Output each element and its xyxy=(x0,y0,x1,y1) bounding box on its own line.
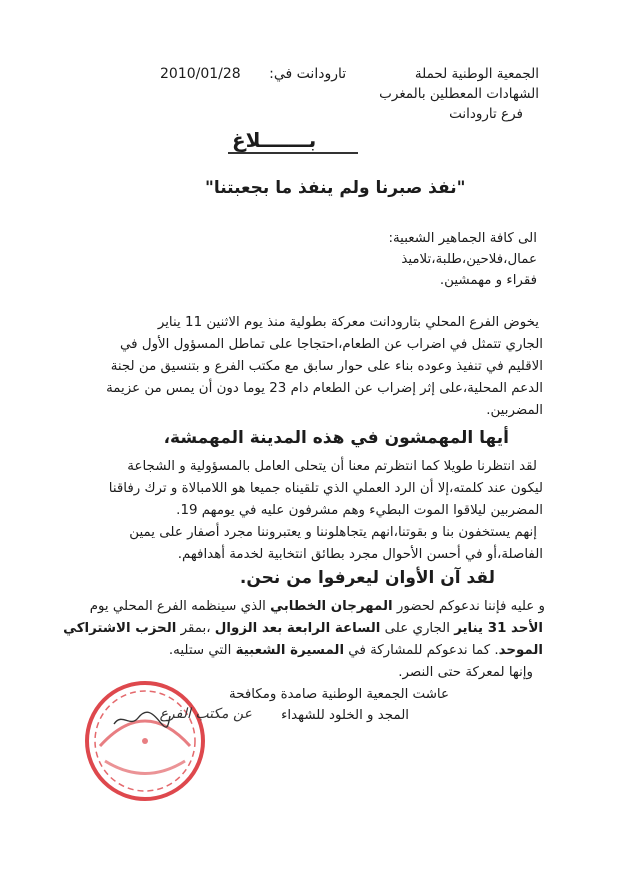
addressee-line3: فقراء و مهمشين. xyxy=(439,273,537,288)
p3-event-name: المهرجان الخطابي xyxy=(270,599,393,614)
official-stamp xyxy=(80,676,210,806)
document-title: بـــــــلاغ xyxy=(232,128,317,152)
paragraph2-line5: الفاصلة،أو في أحسن الأحوال مجرد بطائق انتخابية لخدمة أهدافهم. xyxy=(177,547,543,562)
date-place: تارودانت في: xyxy=(269,66,347,82)
paragraph1-line5: المضربين. xyxy=(486,403,543,418)
paragraph2-line4: إنهم يستخفون بنا و بقوتنا،انهم يتجاهلوننا و يعتبروننا مجرد أصفار على يمين xyxy=(129,525,537,540)
slogan: "نفذ صبرنا ولم ينفذ ما بجعبتنا" xyxy=(205,178,466,198)
p3-event-date: الأحد 31 يناير xyxy=(454,621,543,636)
paragraph1-line2: الجاري تتمثل في اضراب عن الطعام،احتجاجا على تماطل المسؤول الأول في xyxy=(120,337,543,352)
paragraph2-line2: ليكون عند كلمته،إلا أن الرد العملي الذي تلقيناه جميعا هو اللامبالاة و ترك رفاقنا xyxy=(108,481,543,496)
paragraph3-line3 xyxy=(169,640,543,661)
addressee-line1: الى كافة الجماهير الشعبية: xyxy=(388,231,537,246)
paragraph3-line4: وإنها لمعركة حتى النصر. xyxy=(398,665,533,680)
p3-text: الجاري على xyxy=(380,621,455,636)
p3-text: التي ستليه. xyxy=(168,643,236,658)
paragraph3-line1 xyxy=(90,596,545,617)
closing-line2: المجد و الخلود للشهداء xyxy=(281,708,409,723)
addressee-line2: عمال،فلاحين،طلبة،تلاميذ xyxy=(401,252,537,267)
org-name-line2: الشهادات المعطلين بالمغرب xyxy=(379,86,539,102)
signature xyxy=(112,706,252,736)
signature-scribble xyxy=(112,710,172,730)
title-underline xyxy=(228,152,358,154)
paragraph1-line4: الدعم المحلية،على إثر إضراب عن الطعام دام 23 يوما دون أن يمس من عزيمة xyxy=(106,381,543,396)
p3-venue: الحزب الاشتراكي xyxy=(63,621,177,636)
p3-event-time: الساعة الرابعة بعد الزوال xyxy=(214,621,381,636)
p3-text: ،بمقر xyxy=(176,621,215,636)
signature-text: عن مكتب الفرع xyxy=(159,706,252,722)
paragraph2-line3: المضربين ليلاقوا الموت البطيء وهم مشرفون عليه في يومهم 19. xyxy=(176,503,543,518)
paragraph1-line3: الاقليم في تنفيذ وعوده بناء على حوار سابق مع مكتب الفرع و بتنسيق من لجنة xyxy=(110,359,543,374)
closing-line1: عاشت الجمعية الوطنية صامدة ومكافحة xyxy=(229,687,449,702)
paragraph2-line1: لقد انتظرنا طويلا كما انتظرتم معنا أن يتحلى العامل بالمسؤولية و الشجاعة xyxy=(127,459,537,474)
org-name-line1: الجمعية الوطنية لحملة xyxy=(414,66,539,82)
p3-march: المسيرة الشعبية xyxy=(235,643,345,658)
section-heading-1: أيها المهمشون في هذه المدينة المهمشة، xyxy=(163,428,509,448)
p3-venue-cont: الموحد xyxy=(498,643,543,658)
p3-text: و عليه فإننا ندعوكم لحضور xyxy=(392,599,545,614)
date-value: 2010/01/28 xyxy=(160,66,241,82)
p3-text: الذي سينظمه الفرع المحلي يوم xyxy=(89,599,271,614)
paragraph1-line1: يخوض الفرع المحلي بتارودانت معركة بطولية منذ يوم الاثنين 11 يناير xyxy=(157,315,539,330)
date-line xyxy=(160,66,346,82)
paragraph3-line2 xyxy=(63,618,543,639)
section-heading-2: لقد آن الأوان ليعرفوا من نحن. xyxy=(239,568,495,588)
org-branch: فرع تارودانت xyxy=(449,106,523,122)
p3-text: . كما ندعوكم للمشاركة في xyxy=(344,643,499,658)
